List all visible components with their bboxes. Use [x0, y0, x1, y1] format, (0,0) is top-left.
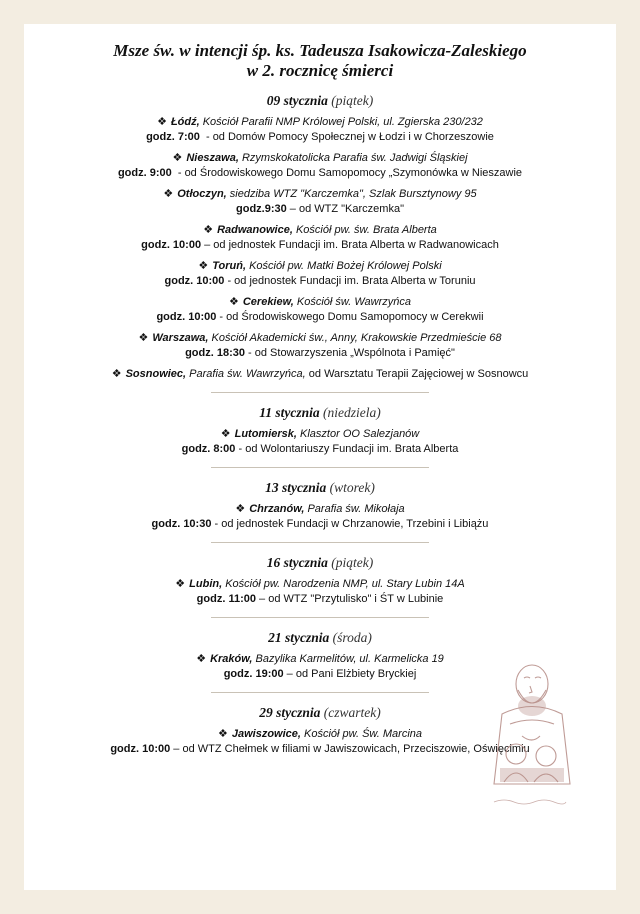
diamond-bullet-icon: ❖: [235, 503, 246, 515]
diamond-bullet-icon: ❖: [228, 296, 239, 308]
diamond-bullet-icon: ❖: [220, 428, 231, 440]
day-date: 09 stycznia: [266, 93, 328, 108]
church-name: Parafia św. Wawrzyńca,: [186, 368, 306, 380]
mass-time-line: [24, 346, 616, 361]
day-date: 16 stycznia: [266, 555, 328, 570]
church-name: Rzymskokatolicka Parafia św. Jadwigi Śląskiej: [238, 152, 468, 164]
day-heading: [24, 93, 616, 109]
day-separator: [211, 692, 429, 693]
mass-location-line: [24, 502, 616, 517]
day-heading: [24, 405, 616, 421]
day-weekday: (piątek): [331, 93, 374, 108]
organizer: - od jednostek Fundacji im. Brata Alberta w Toruniu: [224, 275, 476, 287]
page-title: [24, 41, 616, 81]
day-heading: [24, 480, 616, 496]
mass-time: godz. 10:00: [141, 239, 202, 251]
diamond-bullet-icon: ❖: [157, 116, 167, 128]
city-name: Sosnowiec,: [125, 368, 187, 380]
diamond-bullet-icon: ❖: [163, 188, 174, 200]
mass-location-line: [24, 223, 616, 238]
mass-time: godz. 10:00: [110, 743, 171, 755]
day-weekday: (środa): [332, 630, 372, 645]
mass-location-line: [24, 151, 616, 166]
mass-time: godz. 11:00: [196, 593, 256, 605]
church-name: Kościół św. Wawrzyńca: [293, 296, 411, 308]
church-name: Kościół pw. Matki Bożej Królowej Polski: [246, 260, 442, 272]
mass-time: godz. 10:30: [151, 518, 212, 530]
day-date: 29 stycznia: [259, 705, 321, 720]
mass-location-line: [24, 577, 616, 592]
city-name: Łódź,: [170, 116, 200, 128]
mass-entry: [24, 367, 616, 382]
mass-location-line: [24, 187, 616, 202]
mass-time-line: [24, 202, 616, 217]
mass-location-line: [24, 259, 616, 274]
diamond-bullet-icon: ❖: [198, 260, 209, 272]
mass-entry: [24, 427, 616, 457]
mass-time-line: [24, 442, 616, 457]
mass-time-line: [24, 592, 616, 607]
mass-time-line: [24, 130, 616, 145]
mass-entry: [24, 259, 616, 289]
mass-entry: [24, 223, 616, 253]
mass-entry: [24, 295, 616, 325]
city-name: Jawiszowice,: [231, 728, 301, 740]
day-separator: [211, 617, 429, 618]
city-name: Kraków,: [210, 653, 253, 665]
city-name: Chrzanów,: [249, 503, 305, 515]
mass-time-line: [24, 238, 616, 253]
mass-entry: [24, 151, 616, 181]
mass-time-line: [24, 166, 616, 181]
organizer: – od Pani Elżbiety Bryckiej: [283, 668, 417, 680]
mass-time: godz. 10:00: [156, 311, 217, 323]
mass-time-line: [24, 517, 616, 532]
church-name: Kościół pw. Św. Marcina: [300, 728, 423, 740]
mass-location-line: [24, 295, 616, 310]
day-heading: [24, 555, 616, 571]
city-name: Otłoczyn,: [177, 188, 227, 200]
mass-location-line: [24, 427, 616, 442]
day-weekday: (niedziela): [323, 405, 381, 420]
organizer: - od Wolontariuszy Fundacji im. Brata Alberta: [235, 443, 459, 455]
church-name: Kościół Parafii NMP Królowej Polski, ul. Zgierska 230/232: [199, 116, 483, 128]
priest-portrait-image: [480, 644, 580, 814]
organizer: – od WTZ "Karczemka": [286, 203, 404, 215]
page-sheet: [24, 24, 616, 890]
mass-location-line: [24, 367, 616, 382]
church-name: Klasztor OO Salezjanów: [296, 428, 420, 440]
organizer: - od Środowiskowego Domu Samopomocy w Cerekwii: [216, 311, 484, 323]
diamond-bullet-icon: ❖: [175, 578, 186, 590]
mass-entry: [24, 187, 616, 217]
city-name: Cerekiew,: [242, 296, 294, 308]
title-line-2: w 2. rocznicę śmierci: [246, 61, 394, 80]
mass-time: godz. 9:00: [117, 167, 172, 179]
day-separator: [211, 467, 429, 468]
mass-time-line: [24, 274, 616, 289]
mass-entry: [24, 331, 616, 361]
mass-time-line: [24, 310, 616, 325]
organizer: – od WTZ Chełmek w filiami w Jawiszowicach, Przeciszowie, Oświęcimiu: [170, 743, 530, 755]
mass-entry: [24, 502, 616, 532]
mass-time: godz. 18:30: [185, 347, 245, 359]
organizer: - od Domów Pomocy Społecznej w Łodzi i w Chorzeszowie: [199, 131, 494, 143]
mass-location-line: [24, 115, 616, 130]
city-name: Lubin,: [189, 578, 223, 590]
organizer: od Warsztatu Terapii Zajęciowej w Sosnowcu: [305, 368, 529, 380]
diamond-bullet-icon: ❖: [111, 368, 122, 380]
organizer: - od Stowarzyszenia „Wspólnota i Pamięć": [244, 347, 455, 359]
city-name: Warszawa,: [152, 332, 209, 344]
day-date: 21 stycznia: [268, 630, 330, 645]
day-date: 11 stycznia: [259, 405, 320, 420]
church-name: Kościół pw. św. Brata Alberta: [292, 224, 437, 236]
day-weekday: (wtorek): [329, 480, 375, 495]
day-separator: [211, 392, 429, 393]
church-name: Parafia św. Mikołaja: [304, 503, 405, 515]
church-name: siedziba WTZ "Karczemka", Szlak Bursztynowy 95: [226, 188, 477, 200]
day-separator: [211, 542, 429, 543]
day-weekday: (piątek): [331, 555, 374, 570]
diamond-bullet-icon: ❖: [217, 728, 228, 740]
city-name: Nieszawa,: [186, 152, 239, 164]
mass-time: godz. 8:00: [181, 443, 236, 455]
organizer: – od jednostek Fundacji im. Brata Alberta w Radwanowicach: [201, 239, 499, 251]
mass-time: godz.9:30: [236, 203, 287, 215]
organizer: – od WTZ "Przytulisko" i ŚT w Lubinie: [255, 593, 444, 605]
mass-entry: [24, 115, 616, 145]
city-name: Toruń,: [212, 260, 247, 272]
organizer: - od Środowiskowego Domu Samopomocy „Szymonówka w Nieszawie: [171, 167, 523, 179]
mass-location-line: [24, 331, 616, 346]
city-name: Lutomiersk,: [234, 428, 297, 440]
day-date: 13 stycznia: [265, 480, 327, 495]
organizer: - od jednostek Fundacji w Chrzanowie, Trzebini i Libiążu: [211, 518, 489, 530]
day-weekday: (czwartek): [323, 705, 381, 720]
city-name: Radwanowice,: [217, 224, 293, 236]
church-name: Kościół pw. Narodzenia NMP, ul. Stary Lubin 14A: [222, 578, 465, 590]
church-name: Kościół Akademicki św., Anny, Krakowskie Przedmieście 68: [208, 332, 502, 344]
diamond-bullet-icon: ❖: [196, 653, 207, 665]
title-line-1: Msze św. w intencji śp. ks. Tadeusza Isakowicza-Zaleskiego: [113, 41, 527, 60]
church-name: Bazylika Karmelitów, ul. Karmelicka 19: [252, 653, 444, 665]
diamond-bullet-icon: ❖: [203, 224, 214, 236]
mass-entry: [24, 577, 616, 607]
mass-time: godz. 10:00: [164, 275, 225, 287]
mass-time: godz. 7:00: [146, 131, 200, 143]
mass-time: godz. 19:00: [223, 668, 284, 680]
diamond-bullet-icon: ❖: [138, 332, 149, 344]
diamond-bullet-icon: ❖: [172, 152, 183, 164]
